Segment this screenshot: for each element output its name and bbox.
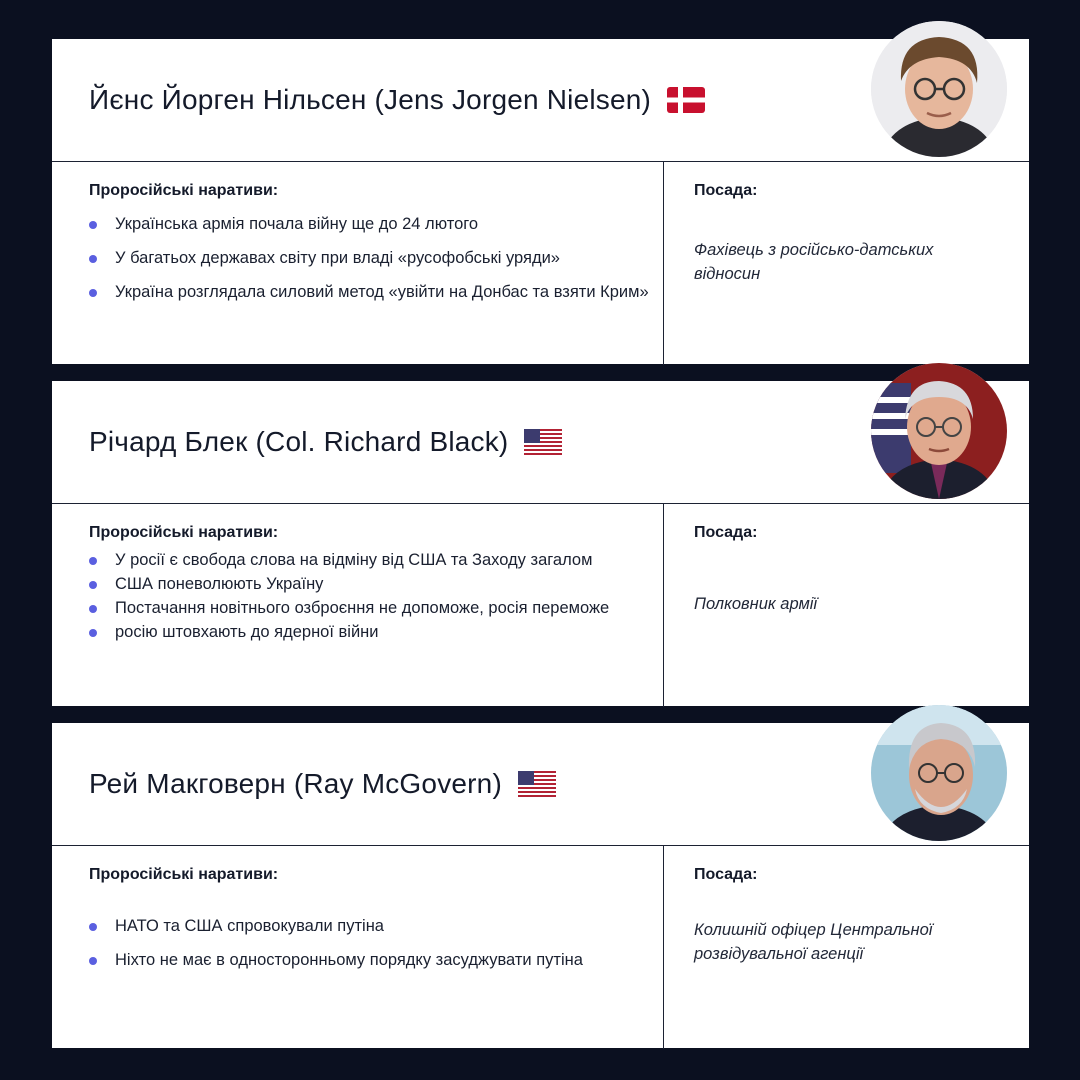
denmark-flag-icon	[667, 87, 705, 113]
person-details	[52, 504, 1029, 707]
narrative-item: росію штовхають до ядерної війни	[89, 620, 655, 644]
position-text: Колишній офіцер Центральної розвідувальної агенції	[694, 921, 933, 963]
person-avatar	[871, 21, 1007, 157]
position-title: Посада:	[694, 182, 758, 199]
person-name-line	[89, 381, 562, 503]
person-name: Рей Макговерн (Ray McGovern)	[89, 768, 502, 799]
person-avatar	[871, 705, 1007, 841]
usa-flag-icon	[524, 429, 562, 455]
narratives-title: Проросійські наративи:	[89, 182, 279, 199]
narrative-item: У росії є свобода слова на відміну від США та Заходу загалом	[89, 548, 655, 572]
narratives-list	[89, 212, 663, 304]
narratives-column	[52, 504, 664, 707]
narrative-item: Україна розглядала силовий метод «увійти на Донбас та взяти Крим»	[89, 280, 655, 304]
narratives-list	[89, 914, 663, 972]
person-name-line	[89, 39, 705, 161]
position-title: Посада:	[694, 524, 758, 541]
narrative-item: У багатьох державах світу при владі «русофобські уряди»	[89, 246, 655, 270]
narratives-title: Проросійські наративи:	[89, 524, 279, 541]
person-header	[52, 39, 1029, 162]
usa-flag-icon	[518, 771, 556, 797]
person-details	[52, 846, 1029, 1049]
narrative-item: США поневолюють Україну	[89, 572, 655, 596]
person-name: Йєнс Йорген Нільсен (Jens Jorgen Nielsen)	[89, 84, 652, 115]
position-text: Фахівець з російсько-датських відносин	[694, 241, 934, 283]
person-header	[52, 381, 1029, 504]
narrative-item: Постачання новітнього озброєння не допоможе, росія переможе	[89, 596, 655, 620]
person-details	[52, 162, 1029, 365]
position-text: Полковник армії	[694, 595, 818, 613]
person-header	[52, 723, 1029, 846]
person-name-line	[89, 723, 556, 845]
narratives-column	[52, 846, 664, 1049]
person-card	[52, 381, 1029, 706]
person-card	[52, 723, 1029, 1048]
position-column	[664, 504, 1029, 707]
narrative-item: Українська армія почала війну ще до 24 лютого	[89, 212, 655, 236]
position-column	[664, 846, 1029, 1049]
narrative-item: НАТО та США спровокували путіна	[89, 914, 655, 938]
person-name: Річард Блек (Col. Richard Black)	[89, 426, 509, 457]
narratives-column	[52, 162, 664, 365]
narrative-item: Ніхто не має в односторонньому порядку засуджувати путіна	[89, 948, 655, 972]
person-avatar	[871, 363, 1007, 499]
position-title: Посада:	[694, 866, 758, 883]
person-card	[52, 39, 1029, 364]
narratives-title: Проросійські наративи:	[89, 866, 279, 883]
position-column	[664, 162, 1029, 365]
narratives-list	[89, 548, 663, 644]
